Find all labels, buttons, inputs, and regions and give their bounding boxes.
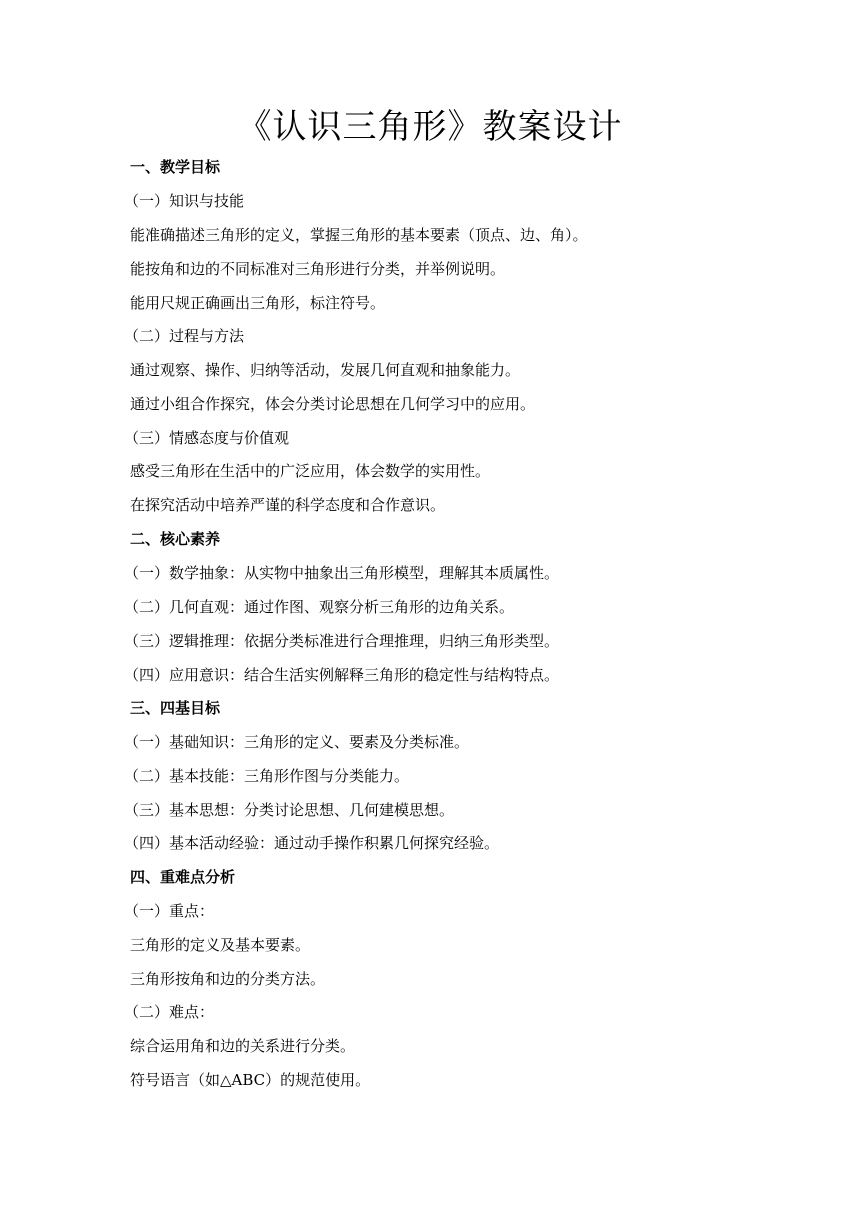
subheading-difficult-points: （二）难点：	[124, 1003, 215, 1021]
paragraph: 通过观察、操作、归纳等活动，发展几何直观和抽象能力。	[130, 361, 521, 379]
list-item: （三）基本思想：分类讨论思想、几何建模思想。	[124, 801, 455, 819]
list-item: （二）基本技能：三角形作图与分类能力。	[124, 767, 410, 785]
section-heading-key-difficult-points: 四、重难点分析	[130, 868, 236, 886]
subheading-process-method: （二）过程与方法	[124, 327, 245, 345]
list-item: （三）逻辑推理：依据分类标准进行合理推理，归纳三角形类型。	[124, 632, 560, 650]
section-heading-teaching-goals: 一、教学目标	[130, 158, 221, 176]
subheading-knowledge-skills: （一）知识与技能	[124, 192, 245, 210]
paragraph: 三角形的定义及基本要素。	[130, 936, 311, 954]
paragraph: 感受三角形在生活中的广泛应用，体会数学的实用性。	[130, 462, 491, 480]
paragraph: 符号语言（如△ABC）的规范使用。	[130, 1071, 371, 1089]
paragraph: 通过小组合作探究，体会分类讨论思想在几何学习中的应用。	[130, 395, 536, 413]
section-heading-core-literacy: 二、核心素养	[130, 530, 221, 548]
paragraph: 能按角和边的不同标准对三角形进行分类，并举例说明。	[130, 260, 506, 278]
paragraph: 三角形按角和边的分类方法。	[130, 970, 326, 988]
list-item: （一）基础知识：三角形的定义、要素及分类标准。	[124, 733, 470, 751]
list-item: （一）数学抽象：从实物中抽象出三角形模型，理解其本质属性。	[124, 564, 560, 582]
subheading-key-points: （一）重点：	[124, 902, 215, 920]
list-item: （四）应用意识：结合生活实例解释三角形的稳定性与结构特点。	[124, 666, 560, 684]
subheading-attitude-values: （三）情感态度与价值观	[124, 429, 290, 447]
list-item: （四）基本活动经验：通过动手操作积累几何探究经验。	[124, 834, 500, 852]
paragraph: 能用尺规正确画出三角形，标注符号。	[130, 294, 386, 312]
paragraph: 能准确描述三角形的定义，掌握三角形的基本要素（顶点、边、角）。	[130, 226, 588, 244]
paragraph: 综合运用角和边的关系进行分类。	[130, 1037, 356, 1055]
paragraph: 在探究活动中培养严谨的科学态度和合作意识。	[130, 496, 446, 514]
document-title: 《认识三角形》教案设计	[237, 107, 623, 147]
list-item: （二）几何直观：通过作图、观察分析三角形的边角关系。	[124, 598, 515, 616]
section-heading-four-basics: 三、四基目标	[130, 699, 221, 717]
